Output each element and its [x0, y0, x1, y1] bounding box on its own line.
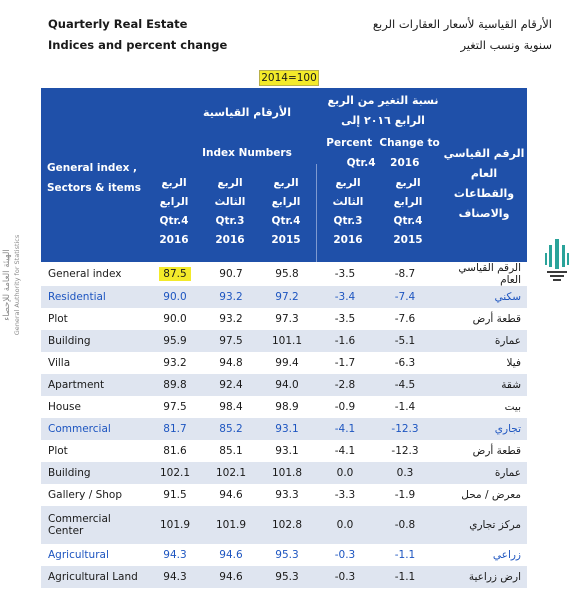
row-label-ar: تجاري [435, 418, 527, 440]
row-value-4: -4.1 [315, 440, 375, 462]
base-year-badge: 2014=100 [259, 70, 319, 86]
row-value-3: 97.2 [259, 286, 315, 308]
col-head-3-ar2: الرابع [271, 196, 301, 208]
row-value-4: -0.9 [315, 396, 375, 418]
col-head-3-ar1: الربع [273, 177, 299, 189]
row-value-1: 81.7 [147, 418, 203, 440]
highlighted-value: 87.5 [159, 267, 190, 281]
header-pct-en1: Percent Change to [326, 137, 440, 149]
row-value-5: -1.9 [375, 484, 435, 506]
row-label-ar: ارض زراعية [435, 566, 527, 588]
row-label-ar: قطعة أرض [435, 308, 527, 330]
row-value-5: -8.7 [375, 262, 435, 286]
col-head-5-en1: Qtr.4 [393, 215, 423, 227]
row-value-5: -6.3 [375, 352, 435, 374]
table-row [41, 566, 527, 588]
row-value-5: -12.3 [375, 440, 435, 462]
col-head-3 [259, 174, 313, 250]
row-value-5: -5.1 [375, 330, 435, 352]
row-value-3: 99.4 [259, 352, 315, 374]
row-value-1: 90.0 [147, 308, 203, 330]
row-label-en: Plot [41, 308, 147, 330]
row-value-2: 93.2 [203, 286, 259, 308]
row-label-ar: عمارة [435, 330, 527, 352]
col-head-5-ar1: الربع [395, 177, 421, 189]
row-value-2: 94.6 [203, 544, 259, 566]
col-head-5-ar2: الرابع [393, 196, 423, 208]
table-row [41, 462, 527, 484]
row-label-en: Gallery / Shop [41, 484, 147, 506]
col-head-2-en2: 2016 [215, 234, 245, 246]
row-label-en: Building [41, 330, 147, 352]
row-value-2: 97.5 [203, 330, 259, 352]
row-value-3: 95.8 [259, 262, 315, 286]
row-value-1: 97.5 [147, 396, 203, 418]
row-value-3: 95.3 [259, 566, 315, 588]
row-label-en: Commercial Center [41, 506, 147, 544]
watermark-en: General Authority for Statistics [13, 234, 21, 336]
row-value-5: -12.3 [375, 418, 435, 440]
col-head-4-ar1: الربع [335, 177, 361, 189]
row-label-ar: معرض / محل [435, 484, 527, 506]
row-value-4: -0.3 [315, 544, 375, 566]
row-label-ar: الرقم القياسي العام [435, 262, 527, 286]
row-value-5: -7.4 [375, 286, 435, 308]
row-value-4: -4.1 [315, 418, 375, 440]
row-value-1: 93.2 [147, 352, 203, 374]
row-value-4: -1.6 [315, 330, 375, 352]
table-row [41, 286, 527, 308]
col-head-1-ar1: الربع [161, 177, 187, 189]
table-header [41, 88, 527, 262]
col-head-2 [203, 174, 257, 250]
col-head-3-en2: 2015 [271, 234, 301, 246]
row-value-1: 94.3 [147, 566, 203, 588]
table-row [41, 352, 527, 374]
col-head-1-en2: 2016 [159, 234, 189, 246]
row-label-en: Residential [41, 286, 147, 308]
row-value-2: 85.2 [203, 418, 259, 440]
col-head-1-ar2: الرابع [159, 196, 189, 208]
col-head-3-en1: Qtr.4 [271, 215, 301, 227]
header-left-title: General index , Sectors & items [47, 162, 141, 194]
row-label-ar: سكني [435, 286, 527, 308]
row-value-3: 97.3 [259, 308, 315, 330]
row-value-5: -1.1 [375, 566, 435, 588]
row-value-3: 102.8 [259, 506, 315, 544]
authority-watermark [2, 205, 24, 365]
table-row [41, 544, 527, 566]
row-value-4: -1.7 [315, 352, 375, 374]
row-value-4: -2.8 [315, 374, 375, 396]
row-value-1: 89.8 [147, 374, 203, 396]
row-value-1: 94.3 [147, 544, 203, 566]
row-value-1 [147, 262, 203, 286]
row-value-5: -7.6 [375, 308, 435, 330]
row-value-4: -3.3 [315, 484, 375, 506]
row-value-5: -0.8 [375, 506, 435, 544]
row-value-4: 0.0 [315, 462, 375, 484]
title-en-line1: Quarterly Real Estate [48, 17, 188, 31]
row-label-en: Building [41, 462, 147, 484]
row-value-2: 101.9 [203, 506, 259, 544]
table-body [41, 262, 527, 588]
row-value-3: 93.3 [259, 484, 315, 506]
table-row [41, 418, 527, 440]
row-value-2: 94.6 [203, 484, 259, 506]
row-value-4: 0.0 [315, 506, 375, 544]
header-index-ar: الأرقام القياسية [203, 106, 291, 119]
col-head-4-en2: 2016 [333, 234, 363, 246]
row-value-2: 94.6 [203, 566, 259, 588]
title-en [48, 14, 227, 56]
row-value-3: 98.9 [259, 396, 315, 418]
row-value-3: 93.1 [259, 440, 315, 462]
row-value-2: 94.8 [203, 352, 259, 374]
header-divider [316, 164, 317, 262]
table-row [41, 396, 527, 418]
row-value-5: 0.3 [375, 462, 435, 484]
col-head-5 [379, 174, 437, 250]
row-value-2: 98.4 [203, 396, 259, 418]
row-value-1: 91.5 [147, 484, 203, 506]
row-label-ar: عمارة [435, 462, 527, 484]
row-label-ar: قطعة أرض [435, 440, 527, 462]
title-en-line2: Indices and percent change [48, 38, 228, 52]
table-row [41, 484, 527, 506]
row-value-3: 94.0 [259, 374, 315, 396]
row-value-4: -3.5 [315, 308, 375, 330]
row-value-5: -1.4 [375, 396, 435, 418]
col-head-4-ar2: الثالث [332, 196, 364, 208]
row-value-2: 102.1 [203, 462, 259, 484]
row-value-3: 93.1 [259, 418, 315, 440]
row-value-3: 95.3 [259, 544, 315, 566]
col-head-4 [319, 174, 377, 250]
header-pct-ar2: الرابع ٢٠١٦ إلى [341, 114, 425, 127]
row-label-en: Plot [41, 440, 147, 462]
col-head-2-en1: Qtr.3 [215, 215, 245, 227]
row-value-2: 85.1 [203, 440, 259, 462]
row-value-1: 81.6 [147, 440, 203, 462]
title-ar [373, 14, 552, 56]
row-label-en: House [41, 396, 147, 418]
row-label-ar: شقة [435, 374, 527, 396]
row-value-4: -3.4 [315, 286, 375, 308]
col-head-1 [147, 174, 201, 250]
table-row [41, 330, 527, 352]
title-ar-line2: سنوية ونسب التغير [460, 38, 552, 52]
row-label-ar: فيلا [435, 352, 527, 374]
row-value-2: 90.7 [203, 262, 259, 286]
header-index-en: Index Numbers [202, 147, 292, 159]
row-value-1: 101.9 [147, 506, 203, 544]
row-label-en: Apartment [41, 374, 147, 396]
table-row [41, 262, 527, 286]
col-head-2-ar1: الربع [217, 177, 243, 189]
authority-logo-icon [543, 235, 571, 285]
row-value-2: 92.4 [203, 374, 259, 396]
table-row [41, 506, 527, 544]
row-value-3: 101.1 [259, 330, 315, 352]
row-label-en: Villa [41, 352, 147, 374]
col-head-1-en1: Qtr.4 [159, 215, 189, 227]
row-value-2: 93.2 [203, 308, 259, 330]
row-value-5: -4.5 [375, 374, 435, 396]
row-value-3: 101.8 [259, 462, 315, 484]
row-label-ar: زراعي [435, 544, 527, 566]
row-value-4: -3.5 [315, 262, 375, 286]
col-head-2-ar2: الثالث [214, 196, 246, 208]
row-value-4: -0.3 [315, 566, 375, 588]
table-row [41, 374, 527, 396]
header-right-title: الرقم القياسي العام والقطاعات والاصناف [443, 147, 525, 220]
col-head-5-en2: 2015 [393, 234, 423, 246]
row-value-1: 90.0 [147, 286, 203, 308]
row-value-1: 102.1 [147, 462, 203, 484]
table-row [41, 440, 527, 462]
row-label-en: Commercial [41, 418, 147, 440]
table-row [41, 308, 527, 330]
row-label-ar: بيت [435, 396, 527, 418]
row-value-1: 95.9 [147, 330, 203, 352]
data-table [41, 262, 527, 588]
row-label-en: Agricultural Land [41, 566, 147, 588]
watermark-ar: الهيئة العامة للإحصاء [2, 249, 12, 321]
col-head-4-en1: Qtr.3 [333, 215, 363, 227]
row-value-5: -1.1 [375, 544, 435, 566]
title-ar-line1: الأرقام القياسية لأسعار العقارات الربع [372, 17, 552, 31]
row-label-ar: مركز تجاري [435, 506, 527, 544]
row-label-en: Agricultural [41, 544, 147, 566]
header-pct-ar1: نسبة التغير من الربع [327, 94, 439, 107]
row-label-en: General index [41, 262, 147, 286]
header-pct-en2: Qtr.4 2016 [346, 157, 420, 169]
